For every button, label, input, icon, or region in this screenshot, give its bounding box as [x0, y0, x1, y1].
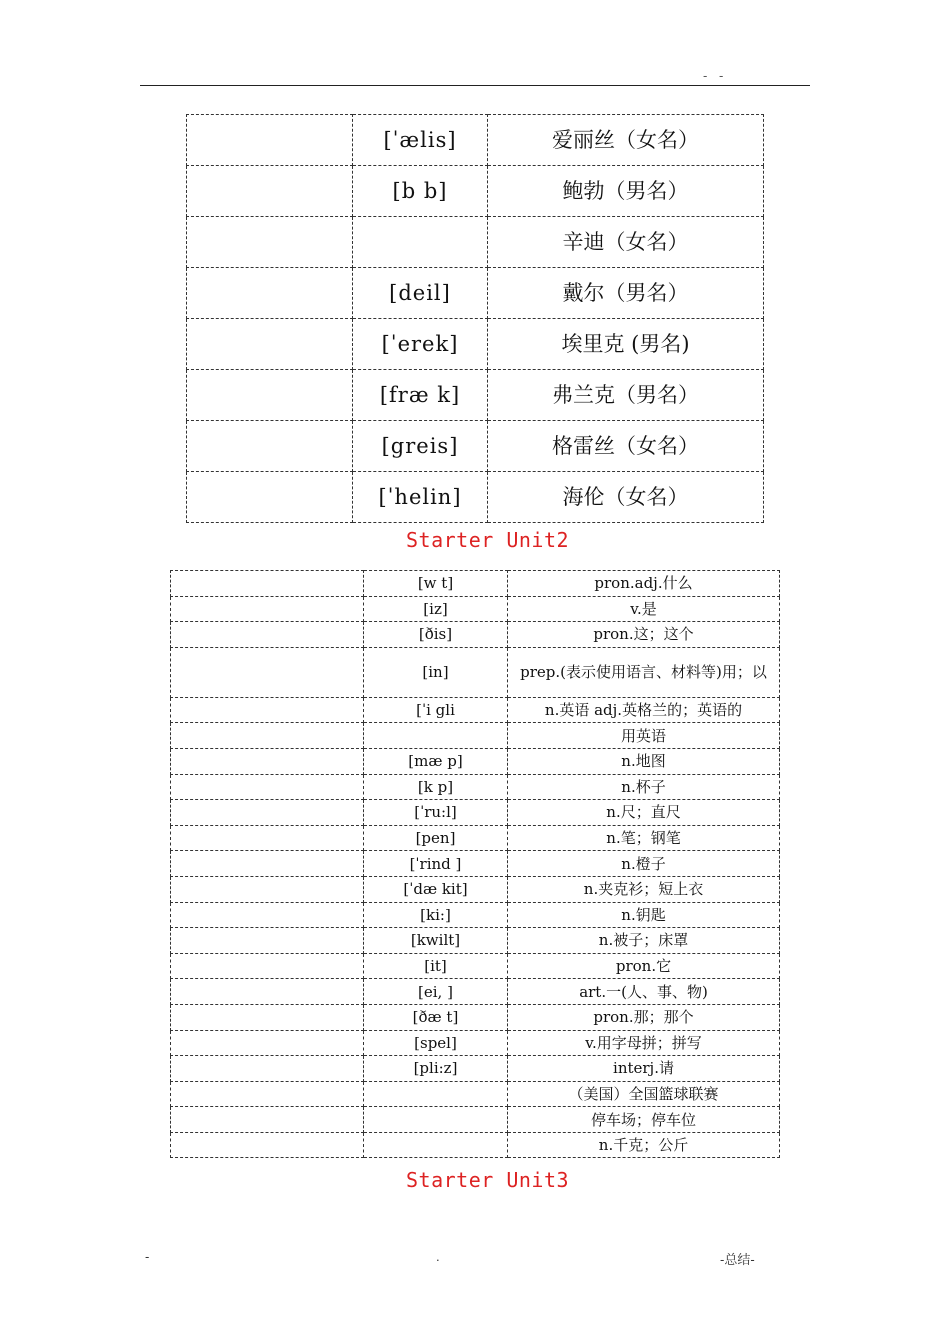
footer-right: -总结- — [720, 1252, 755, 1267]
meaning-cell: 停车场；停车位 — [508, 1107, 780, 1133]
word-cell — [187, 166, 353, 217]
phonetic-cell: [ei, ] — [364, 979, 508, 1005]
phonetic-cell: [ˈdæ kit] — [364, 876, 508, 902]
phonetic-cell: [ˈælis] — [353, 115, 488, 166]
word-cell — [171, 596, 364, 622]
word-cell — [171, 1056, 364, 1082]
table-row — [171, 851, 780, 877]
meaning-cell: n.地图 — [508, 748, 780, 774]
table-row — [171, 1107, 780, 1133]
table-row — [171, 571, 780, 597]
phonetic-cell — [353, 217, 488, 268]
phonetic-cell: [pli:z] — [364, 1056, 508, 1082]
meaning-cell: prep.(表示使用语言、材料等)用；以 — [508, 647, 780, 697]
meaning-cell: 埃里克 (男名) — [488, 319, 764, 370]
meaning-cell: n.英语 adj.英格兰的；英语的 — [508, 697, 780, 723]
word-cell — [171, 622, 364, 648]
table-row — [171, 1132, 780, 1158]
meaning-cell: interj.请 — [508, 1056, 780, 1082]
table-row — [171, 800, 780, 826]
table-row — [171, 596, 780, 622]
phonetic-cell: [k p] — [364, 774, 508, 800]
word-cell — [171, 1132, 364, 1158]
phonetic-cell: [greis] — [353, 421, 488, 472]
meaning-cell: pron.那；那个 — [508, 1004, 780, 1030]
meaning-cell: 戴尔（男名） — [488, 268, 764, 319]
table-row — [187, 370, 764, 421]
table-row — [171, 1056, 780, 1082]
meaning-cell: 鲍勃（男名） — [488, 166, 764, 217]
phonetic-cell: [spel] — [364, 1030, 508, 1056]
phonetic-cell: [ˈrind ] — [364, 851, 508, 877]
meaning-cell: 弗兰克（男名） — [488, 370, 764, 421]
word-cell — [187, 421, 353, 472]
word-cell — [187, 268, 353, 319]
word-cell — [187, 370, 353, 421]
meaning-cell: v.用字母拼；拼写 — [508, 1030, 780, 1056]
section-title-unit2: Starter Unit2 — [406, 528, 570, 552]
word-cell — [171, 748, 364, 774]
table-row — [171, 1081, 780, 1107]
table-row — [171, 748, 780, 774]
phonetic-cell: [kwilt] — [364, 928, 508, 954]
meaning-cell: n.被子；床罩 — [508, 928, 780, 954]
table-row — [171, 1030, 780, 1056]
word-cell — [171, 774, 364, 800]
word-cell — [171, 876, 364, 902]
table-row — [171, 697, 780, 723]
meaning-cell: 辛迪（女名） — [488, 217, 764, 268]
table-row — [171, 876, 780, 902]
footer-center: . — [436, 1249, 440, 1264]
phonetic-cell: [deil] — [353, 268, 488, 319]
meaning-cell: art.一(人、事、物) — [508, 979, 780, 1005]
word-cell — [171, 851, 364, 877]
table-row — [171, 774, 780, 800]
header-rule — [140, 85, 810, 86]
meaning-cell: v.是 — [508, 596, 780, 622]
phonetic-cell: [b b] — [353, 166, 488, 217]
table-row — [171, 979, 780, 1005]
phonetic-cell: [ðis] — [364, 622, 508, 648]
meaning-cell: n.杯子 — [508, 774, 780, 800]
table-row — [187, 268, 764, 319]
phonetic-cell: [ˈru:l] — [364, 800, 508, 826]
word-cell — [187, 115, 353, 166]
phonetic-cell: [ˈerek] — [353, 319, 488, 370]
meaning-cell: pron.adj.什么 — [508, 571, 780, 597]
table-row — [171, 825, 780, 851]
word-cell — [171, 928, 364, 954]
word-cell — [171, 1081, 364, 1107]
meaning-cell: 爱丽丝（女名） — [488, 115, 764, 166]
section-title-unit3: Starter Unit3 — [406, 1168, 570, 1192]
word-cell — [171, 979, 364, 1005]
word-cell — [187, 472, 353, 523]
phonetic-cell — [364, 723, 508, 749]
meaning-cell: pron.它 — [508, 953, 780, 979]
table-row — [171, 902, 780, 928]
word-cell — [171, 825, 364, 851]
phonetic-cell: [ˈi gli — [364, 697, 508, 723]
meaning-cell: 格雷丝（女名） — [488, 421, 764, 472]
word-cell — [171, 902, 364, 928]
phonetic-cell: [in] — [364, 647, 508, 697]
table-row — [171, 928, 780, 954]
phonetic-cell: [fræ k] — [353, 370, 488, 421]
meaning-cell: n.尺；直尺 — [508, 800, 780, 826]
word-cell — [171, 571, 364, 597]
table-row — [187, 319, 764, 370]
table-row — [171, 647, 780, 697]
meaning-cell: n.夹克衫；短上衣 — [508, 876, 780, 902]
table-row — [187, 217, 764, 268]
table-row — [171, 1004, 780, 1030]
meaning-cell: n.钥匙 — [508, 902, 780, 928]
word-cell — [171, 1030, 364, 1056]
meaning-cell: n.橙子 — [508, 851, 780, 877]
phonetic-cell: [mæ p] — [364, 748, 508, 774]
table-row — [171, 723, 780, 749]
meaning-cell: 用英语 — [508, 723, 780, 749]
word-cell — [187, 319, 353, 370]
word-cell — [171, 800, 364, 826]
phonetic-cell: [ki:] — [364, 902, 508, 928]
meaning-cell: n.笔；钢笔 — [508, 825, 780, 851]
meaning-cell: pron.这；这个 — [508, 622, 780, 648]
table-row — [171, 622, 780, 648]
meaning-cell: 海伦（女名） — [488, 472, 764, 523]
vocab-table-unit2 — [170, 570, 780, 1158]
table-row — [187, 421, 764, 472]
phonetic-cell: [ðæ t] — [364, 1004, 508, 1030]
word-cell — [171, 697, 364, 723]
phonetic-cell — [364, 1107, 508, 1133]
word-cell — [171, 953, 364, 979]
phonetic-cell: [it] — [364, 953, 508, 979]
word-cell — [171, 723, 364, 749]
phonetic-cell: [pen] — [364, 825, 508, 851]
phonetic-cell — [364, 1081, 508, 1107]
phonetic-cell: [ˈhelin] — [353, 472, 488, 523]
header-mark: - - — [703, 68, 728, 83]
phonetic-cell: [w t] — [364, 571, 508, 597]
meaning-cell: n.千克；公斤 — [508, 1132, 780, 1158]
table-row — [187, 472, 764, 523]
footer-left: - — [145, 1249, 150, 1264]
meaning-cell: （美国）全国篮球联赛 — [508, 1081, 780, 1107]
word-cell — [171, 647, 364, 697]
phonetic-cell — [364, 1132, 508, 1158]
word-cell — [171, 1004, 364, 1030]
table-row — [187, 166, 764, 217]
word-cell — [187, 217, 353, 268]
table-row — [171, 953, 780, 979]
word-cell — [171, 1107, 364, 1133]
vocab-table-names — [186, 114, 764, 523]
phonetic-cell: [iz] — [364, 596, 508, 622]
table-row — [187, 115, 764, 166]
